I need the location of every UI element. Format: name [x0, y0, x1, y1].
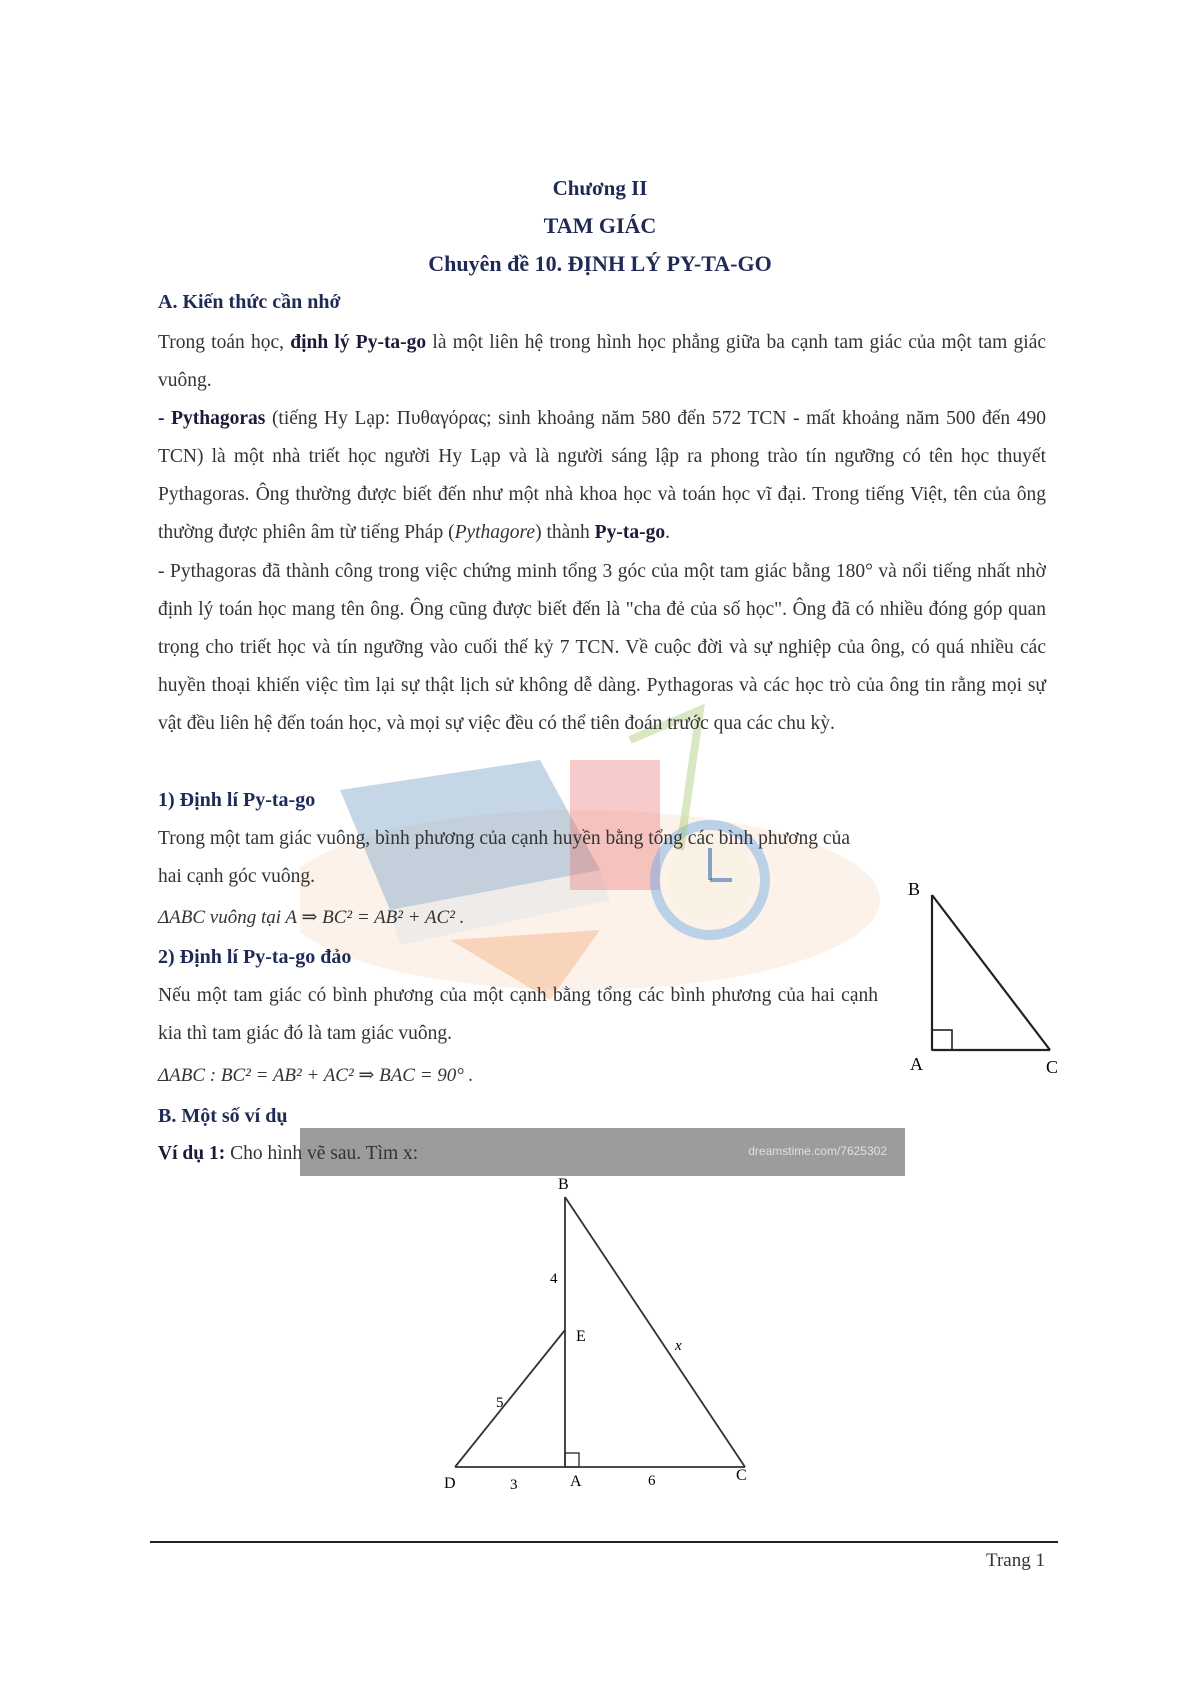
example-figure: [430, 1175, 760, 1495]
length-label-bc: x: [675, 1338, 682, 1354]
theorem1-heading: 1) Định lí Py-ta-go: [158, 789, 316, 811]
theorem2-heading: 2) Định lí Py-ta-go đảo: [158, 946, 352, 968]
example1-prompt: Ví dụ 1: Cho hình vẽ sau. Tìm x:: [158, 1143, 419, 1164]
vertex-label-b: B: [908, 879, 921, 899]
point-label-b: B: [558, 1176, 569, 1193]
point-label-d: D: [444, 1475, 456, 1492]
section-b-heading: B. Một số ví dụ: [158, 1105, 288, 1127]
paragraph-intro: Trong toán học, định lý Py-ta-go là một liên hệ trong hình học phẳng giữa ba cạnh tam giác của một tam giác vuông.: [158, 332, 1047, 391]
theorem1-formula: ΔABC vuông tại A ⇒ BC² = AB² + AC² .: [158, 907, 465, 928]
length-label-da: 3: [510, 1477, 518, 1493]
point-label-e: E: [576, 1328, 586, 1345]
vertex-label-a: A: [910, 1054, 923, 1074]
theorem2-formula: ΔABC : BC² = AB² + AC² ⇒ BAC = 90° .: [158, 1065, 474, 1086]
vertex-label-c: C: [1046, 1057, 1059, 1077]
point-label-c: C: [736, 1467, 747, 1484]
paragraph-pythagoras-bio: - Pythagoras (tiếng Hy Lạp: Πυθαγόρας; sinh khoảng năm 580 đến 572 TCN - mất khoảng năm 500 đến 490 TCN) là một nhà triết học người Hy Lạp và là người sáng lập ra phong trào tín ngưỡng có tên học thuyết Pythagoras. Ông thường được biết đến như một nhà khoa học và toán học vĩ đại. Trong tiếng Việt, tên của ông thường được phiên âm từ tiếng Pháp (Pythagore) thành Py-ta-go.: [158, 408, 1046, 543]
length-label-be: 4: [550, 1271, 558, 1287]
footer-rule: [150, 1541, 1058, 1543]
length-label-ac: 6: [648, 1473, 656, 1489]
point-label-a: A: [570, 1473, 582, 1490]
paragraph-pythagoras-achievements: - Pythagoras đã thành công trong việc chứng minh tổng 3 góc của một tam giác bằng 180° và nổi tiếng nhất nhờ định lý toán học mang tên ông. Ông cũng được biết đến là "cha đẻ của số học". Ông đã có nhiều đóng góp quan trọng cho triết học và tín ngưỡng vào cuối thế kỷ 7 TCN. Về cuộc đời và sự nghiệp của ông, có quá nhiều các huyền thoại khiến việc tìm lại sự thật lịch sử không dễ dàng. Pythagoras và các học trò của ông tin rằng mọi sự vật đều liên hệ đến toán học, và mọi sự việc đều có thể tiên đoán trước qua các chu kỳ.: [158, 561, 1046, 734]
right-triangle-figure: [900, 875, 1080, 1085]
length-label-de: 5: [496, 1395, 504, 1411]
chapter-title: Chương II: [552, 176, 648, 200]
page-number: Trang 1: [986, 1550, 1045, 1571]
theorem2-text: Nếu một tam giác có bình phương của một cạnh bằng tổng các bình phương của hai cạnh kia thì tam giác đó là tam giác vuông.: [158, 985, 878, 1044]
topic-title: TAM GIÁC: [543, 213, 657, 238]
lesson-title: Chuyên đề 10. ĐỊNH LÝ PY-TA-GO: [428, 251, 772, 276]
theorem1-text: Trong một tam giác vuông, bình phương của cạnh huyền bằng tổng các bình phương của hai cạnh góc vuông.: [158, 828, 850, 887]
watermark-url: dreamstime.com/7625302: [748, 1144, 887, 1158]
section-a-heading: A. Kiến thức cần nhớ: [158, 291, 341, 313]
